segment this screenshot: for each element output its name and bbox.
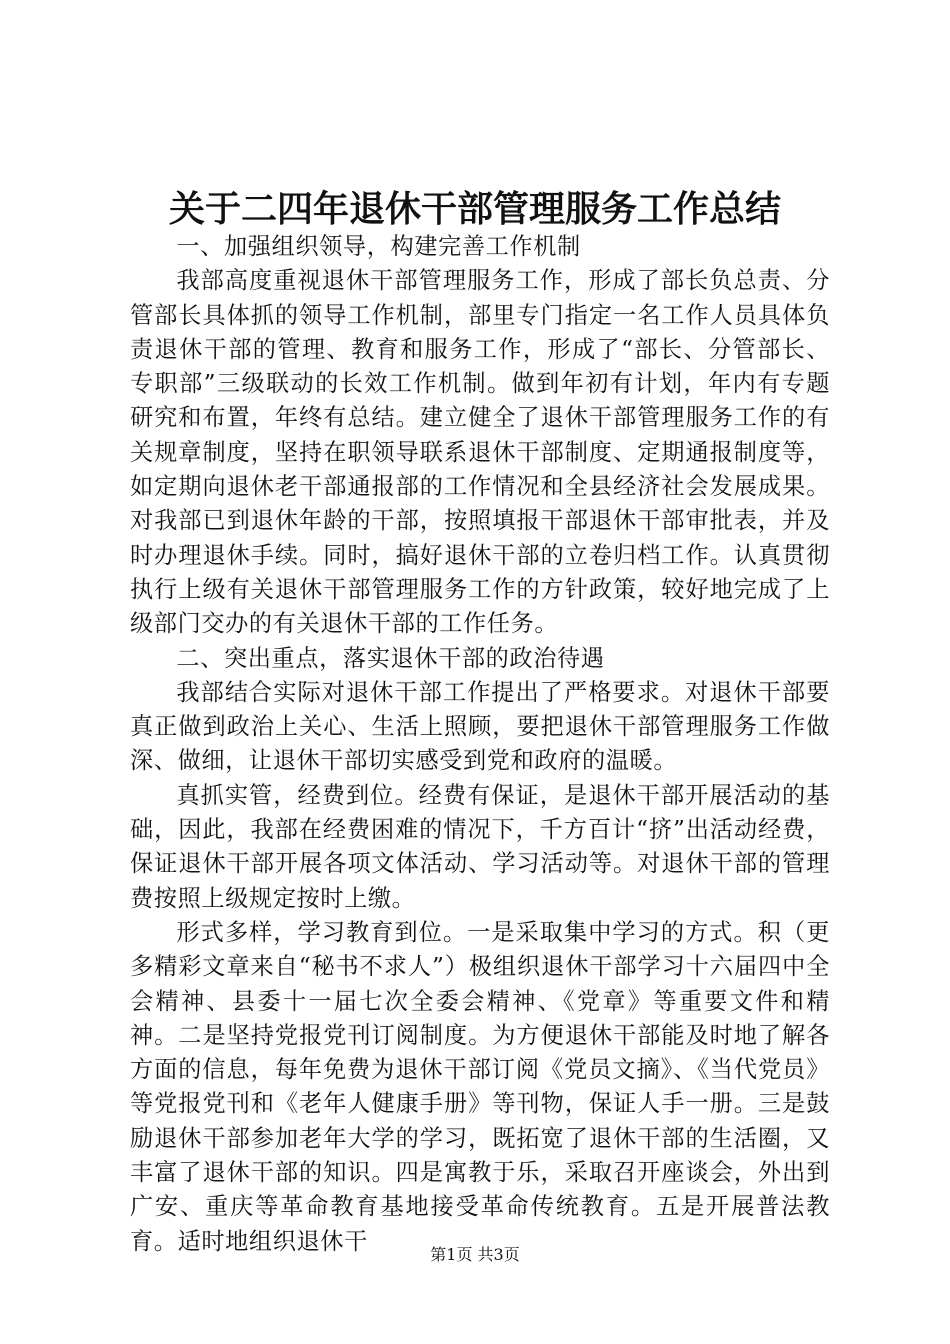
document-title: 关于二四年退休干部管理服务工作总结: [168, 188, 781, 230]
document-body: [130, 230, 830, 1259]
paragraph-2: 我部结合实际对退休干部工作提出了严格要求。对退休干部要真正做到政治上关心、生活上照顾，要把退休干部管理服务工作做深、做细，让退休干部切实感受到党和政府的温暖。: [130, 678, 830, 775]
paragraph-4: 形式多样，学习教育到位。一是采取集中学习的方式。积（更多精彩文章来自“秘书不求人”）极组织退休干部学习十六届四中全会精神、县委十一届七次全委会精神、《党章》等重要文件和精神。二是坚持党报党刊订阅制度。为方便退休干部能及时地了解各方面的信息，每年免费为退休干部订阅《党员文摘》、《当代党员》等党报党刊和《老年人健康手册》等刊物，保证人手一册。三是鼓励退休干部参加老年大学的学习，既拓宽了退休干部的生活圈，又丰富了退休干部的知识。四是寓教于乐，采取召开座谈会，外出到广安、重庆等革命教育基地接受革命传统教育。五是开展普法教育。适时地组织退休干: [130, 918, 830, 1255]
page-footer: 第1页 共3页: [430, 1245, 520, 1264]
section-heading-1: 一、加强组织领导，构建完善工作机制: [176, 233, 581, 260]
paragraph-3: 真抓实管，经费到位。经费有保证，是退休干部开展活动的基础，因此，我部在经费困难的情况下，千方百计“挤”出活动经费，保证退休干部开展各项文体活动、学习活动等。对退休干部的管理费按照上级规定按时上缴。: [130, 781, 830, 912]
section-heading-2: 二、突出重点，落实退休干部的政治待遇: [176, 644, 605, 672]
paragraph-1: 我部高度重视退休干部管理服务工作，形成了部长负总责、分管部长具体抓的领导工作机制，部里专门指定一名工作人员具体负责退休干部的管理、教育和服务工作，形成了“部长、分管部长、专职部”三级联动的长效工作机制。做到年初有计划，年内有专题研究和布置，年终有总结。建立健全了退休干部管理服务工作的有关规章制度，坚持在职领导联系退休干部制度、定期通报制度等，如定期向退休老干部通报部的工作情况和全县经济社会发展成果。对我部已到退休年龄的干部，按照填报干部退休干部审批表，并及时办理退休手续。同时，搞好退休干部的立卷归档工作。认真贯彻执行上级有关退休干部管理服务工作的方针政策，较好地完成了上级部门交办的有关退休干部的工作任务。: [130, 267, 830, 638]
